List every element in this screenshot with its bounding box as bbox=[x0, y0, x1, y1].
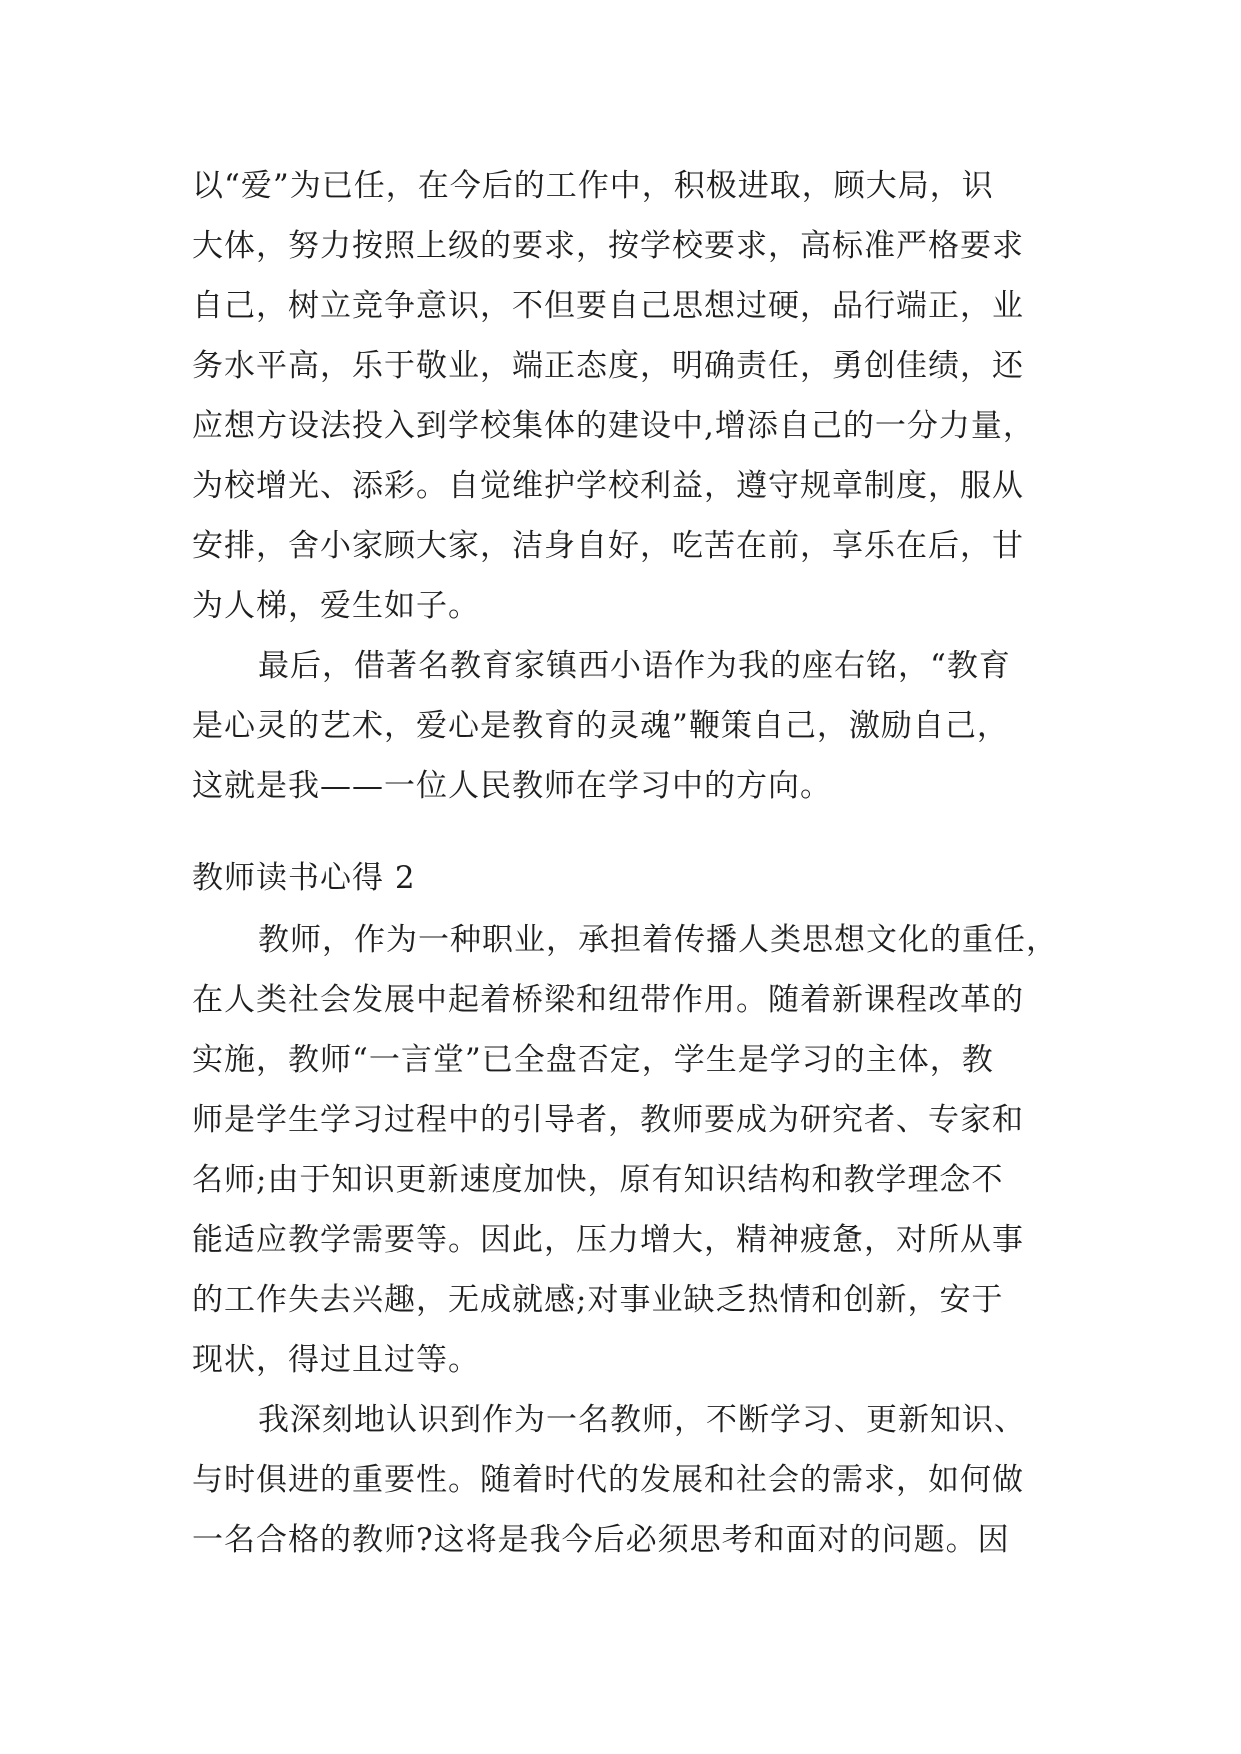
paragraph-line: 与时俱进的重要性。随着时代的发展和社会的需求，如何做 bbox=[192, 1462, 1024, 1498]
paragraph-line: 安排，舍小家顾大家，洁身自好，吃苦在前，享乐在后，甘 bbox=[192, 528, 1024, 564]
paragraph-line: 为校增光、添彩。自觉维护学校利益，遵守规章制度，服从 bbox=[192, 468, 1024, 504]
paragraph-line: 一名合格的教师?这将是我今后必须思考和面对的问题。因 bbox=[192, 1522, 1010, 1558]
paragraph-line: 我深刻地认识到作为一名教师，不断学习、更新知识、 bbox=[258, 1402, 1026, 1438]
paragraph-line: 师是学生学习过程中的引导者，教师要成为研究者、专家和 bbox=[192, 1102, 1024, 1138]
section-heading: 教师读书心得 2 bbox=[192, 860, 416, 896]
section-paragraph bbox=[192, 1390, 1072, 1570]
paragraph-line: 以“爱”为已任，在今后的工作中，积极进取，顾大局，识 bbox=[192, 168, 994, 204]
closing-paragraph bbox=[192, 636, 1072, 816]
paragraph-line: 能适应教学需要等。因此，压力增大，精神疲惫，对所从事 bbox=[192, 1222, 1024, 1258]
paragraph-line: 的工作失去兴趣，无成就感;对事业缺乏热情和创新，安于 bbox=[192, 1282, 1004, 1318]
paragraph-line: 自己，树立竞争意识，不但要自己思想过硬，品行端正，业 bbox=[192, 288, 1024, 324]
paragraph-line: 是心灵的艺术，爱心是教育的灵魂”鞭策自己，激励自己， bbox=[192, 708, 1009, 744]
paragraph-line: 实施，教师“一言堂”已全盘否定，学生是学习的主体，教 bbox=[192, 1042, 994, 1078]
paragraph-line: 为人梯，爱生如子。 bbox=[192, 588, 480, 624]
paragraph-line: 名师;由于知识更新速度加快，原有知识结构和教学理念不 bbox=[192, 1162, 1004, 1198]
paragraph-line: 教师，作为一种职业，承担着传播人类思想文化的重任， bbox=[258, 922, 1058, 958]
paragraph-line: 这就是我——一位人民教师在学习中的方向。 bbox=[192, 768, 832, 804]
paragraph-line: 在人类社会发展中起着桥梁和纽带作用。随着新课程改革的 bbox=[192, 982, 1024, 1018]
paragraph-line: 现状，得过且过等。 bbox=[192, 1342, 480, 1378]
paragraph-line: 最后，借著名教育家镇西小语作为我的座右铭，“教育 bbox=[258, 648, 1011, 684]
continuation-paragraph bbox=[192, 156, 1072, 636]
paragraph-line: 大体，努力按照上级的要求，按学校要求，高标准严格要求 bbox=[192, 228, 1024, 264]
body-text-upper bbox=[192, 156, 1072, 816]
body-text-lower bbox=[192, 910, 1072, 1570]
paragraph-line: 务水平高，乐于敬业，端正态度，明确责任，勇创佳绩，还 bbox=[192, 348, 1024, 384]
section-paragraph bbox=[192, 910, 1072, 1390]
paragraph-line: 应想方设法投入到学校集体的建设中,增添自己的一分力量， bbox=[192, 408, 1035, 444]
